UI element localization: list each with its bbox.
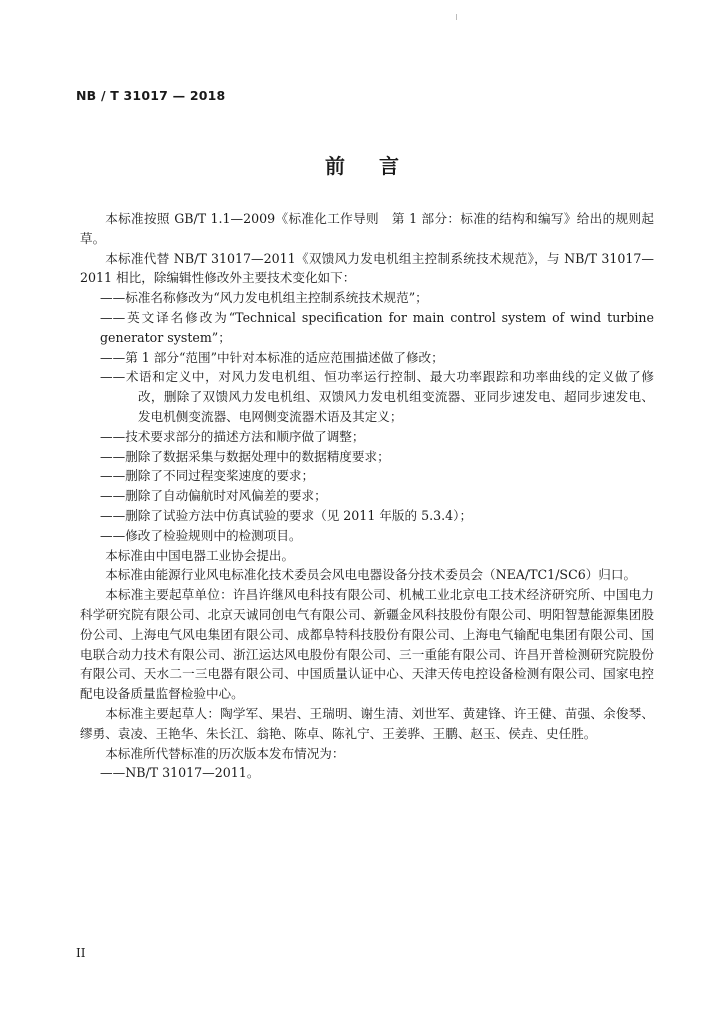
paragraph-proposer: 本标准由中国电器工业协会提出。	[105, 547, 295, 563]
change-item-6: ——删除了数据采集与数据处理中的数据精度要求；	[100, 448, 390, 464]
change-item-8: ——删除了自动偏航时对风偏差的要求；	[100, 488, 327, 504]
change-item-3: ——第 1 部分“范围”中针对本标准的适应范围描述做了修改；	[100, 349, 444, 365]
change-item-7: ——删除了不同过程变桨速度的要求；	[100, 468, 315, 484]
change-item-9: ——删除了试验方法中仿真试验的要求（见 2011 年版的 5.3.4）；	[100, 507, 473, 523]
change-item-1: ——标准名称修改为“风力发电机组主控制系统技术规范”；	[100, 290, 428, 306]
paragraph-committee: 本标准由能源行业风电标准化技术委员会风电电器设备分技术委员会（NEA/TC1/SC6）归口。	[105, 567, 637, 583]
scan-mark	[456, 14, 457, 20]
paragraph-history-intro: 本标准所代替标准的历次版本发布情况为：	[105, 745, 345, 761]
foreword-body	[80, 209, 654, 783]
history-item: ——NB/T 31017—2011。	[100, 765, 260, 781]
change-item-5: ——技术要求部分的描述方法和顺序做了调整；	[100, 428, 365, 444]
page-title: 前言	[325, 154, 433, 178]
page-number: II	[76, 946, 86, 960]
change-item-4: ——术语和定义中，对风力发电机组、恒功率运行控制、最大功率跟踪和功率曲线的定义做了修改，删除了双馈风力发电机组、双馈风力发电机组变流器、亚同步速发电、超同步速发电、发电机侧变流器、电网侧变流器术语及其定义；	[100, 369, 654, 424]
paragraph-drafters: 本标准主要起草人：陶学军、果岩、王瑞明、谢生清、刘世军、黄建锋、许王健、苗强、余俊琴、缪勇、袁凌、王艳华、朱长江、翁艳、陈卓、陈礼宁、王姜骅、王鹏、赵玉、侯垚、史任胜。	[80, 705, 654, 741]
paragraph-drafting-rules: 本标准按照 GB/T 1.1—2009《标准化工作导则 第 1 部分：标准的结构和编写》给出的规则起草。	[80, 211, 654, 246]
paragraph-drafting-units: 本标准主要起草单位：许昌许继风电科技有限公司、机械工业北京电工技术经济研究所、中国电力科学研究院有限公司、北京天诚同创电气有限公司、新疆金风科技股份有限公司、明阳智慧能源集团股份公司、上海电气风电集团有限公司、成都阜特科技股份有限公司、上海电气输配电集团有限公司、国电联合动力技术有限公司、浙江运达风电股份有限公司、三一重能有限公司、许昌开普检测研究院股份有限公司、天水二一三电器有限公司、中国质量认证中心、天津天传电控设备检测有限公司、国家电控配电设备质量监督检验中心。	[80, 587, 654, 702]
paragraph-replacement: 本标准代替 NB/T 31017—2011《双馈风力发电机组主控制系统技术规范》，与 NB/T 31017—2011 相比，除编辑性修改外主要技术变化如下：	[80, 250, 654, 286]
standard-code-header: NB / T 31017 — 2018	[76, 88, 226, 103]
change-item-10: ——修改了检验规则中的检测项目。	[100, 527, 302, 543]
change-item-2: ——英文译名修改为“Technical specification for main control system of wind turbine generator system”；	[100, 309, 654, 345]
